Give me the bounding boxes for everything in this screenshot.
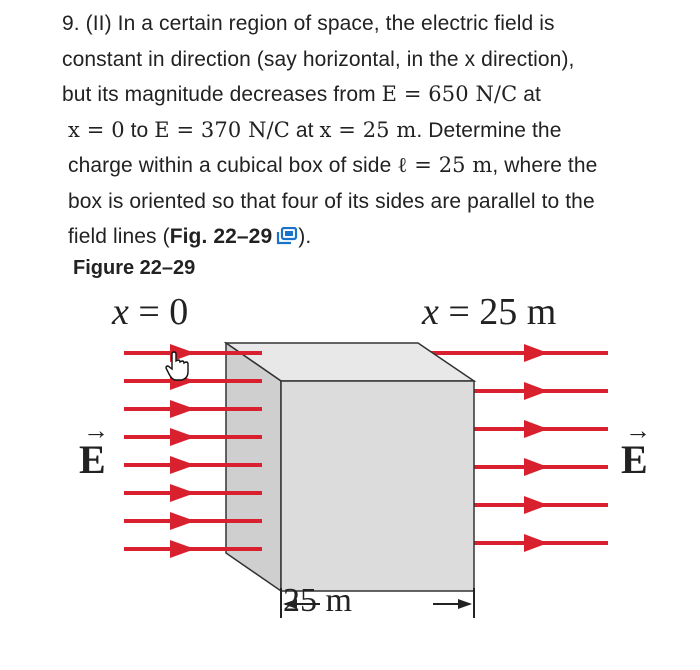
cubical-box: [226, 343, 474, 591]
figure-link[interactable]: Fig. 22–29: [169, 225, 273, 248]
field-arrowhead: [170, 400, 195, 418]
field-arrowhead: [524, 344, 548, 362]
problem-line-1: 9. (II) In a certain region of space, the electric field is: [62, 12, 555, 35]
field-arrowhead: [524, 420, 548, 438]
field-arrowhead: [170, 484, 195, 502]
problem-line-4: x = 0 to E = 370 N/C at x = 25 m. Determine the: [68, 117, 562, 142]
label-x-25m: x = 25 m: [422, 291, 557, 333]
box-front-face: [281, 381, 474, 591]
field-arrowhead: [524, 496, 548, 514]
field-arrowhead: [170, 428, 195, 446]
side-length: ℓ = 25 m: [397, 153, 493, 177]
problem-line-5: charge within a cubical box of side ℓ = 25 m, where the: [68, 153, 598, 177]
problem-line-2: constant in direction (say horizontal, in the x direction),: [62, 47, 575, 71]
field-arrowhead: [524, 458, 548, 476]
field-arrowhead: [524, 382, 548, 400]
field-arrowhead: [524, 534, 548, 552]
field-value-end: E = 370 N/C: [154, 117, 290, 142]
label-x-zero: x = 0: [112, 291, 189, 333]
field-label-left: → E: [79, 416, 109, 482]
figure-title: Figure 22–29: [73, 257, 196, 279]
field-arrowhead: [170, 540, 195, 558]
problem-line-6: box is oriented so that four of its sides are parallel to the: [68, 189, 595, 213]
field-label-right: → E: [621, 416, 651, 482]
field-value-start: E = 650 N/C: [381, 82, 518, 106]
dimension-label: 25 m: [283, 582, 352, 619]
field-arrowhead: [170, 512, 195, 530]
problem-line-3: but its magnitude decreases from E = 650 N/C at: [62, 82, 541, 106]
field-arrowhead: [170, 456, 195, 474]
problem-line-7: field lines (Fig. 22–29 ).: [68, 225, 312, 248]
